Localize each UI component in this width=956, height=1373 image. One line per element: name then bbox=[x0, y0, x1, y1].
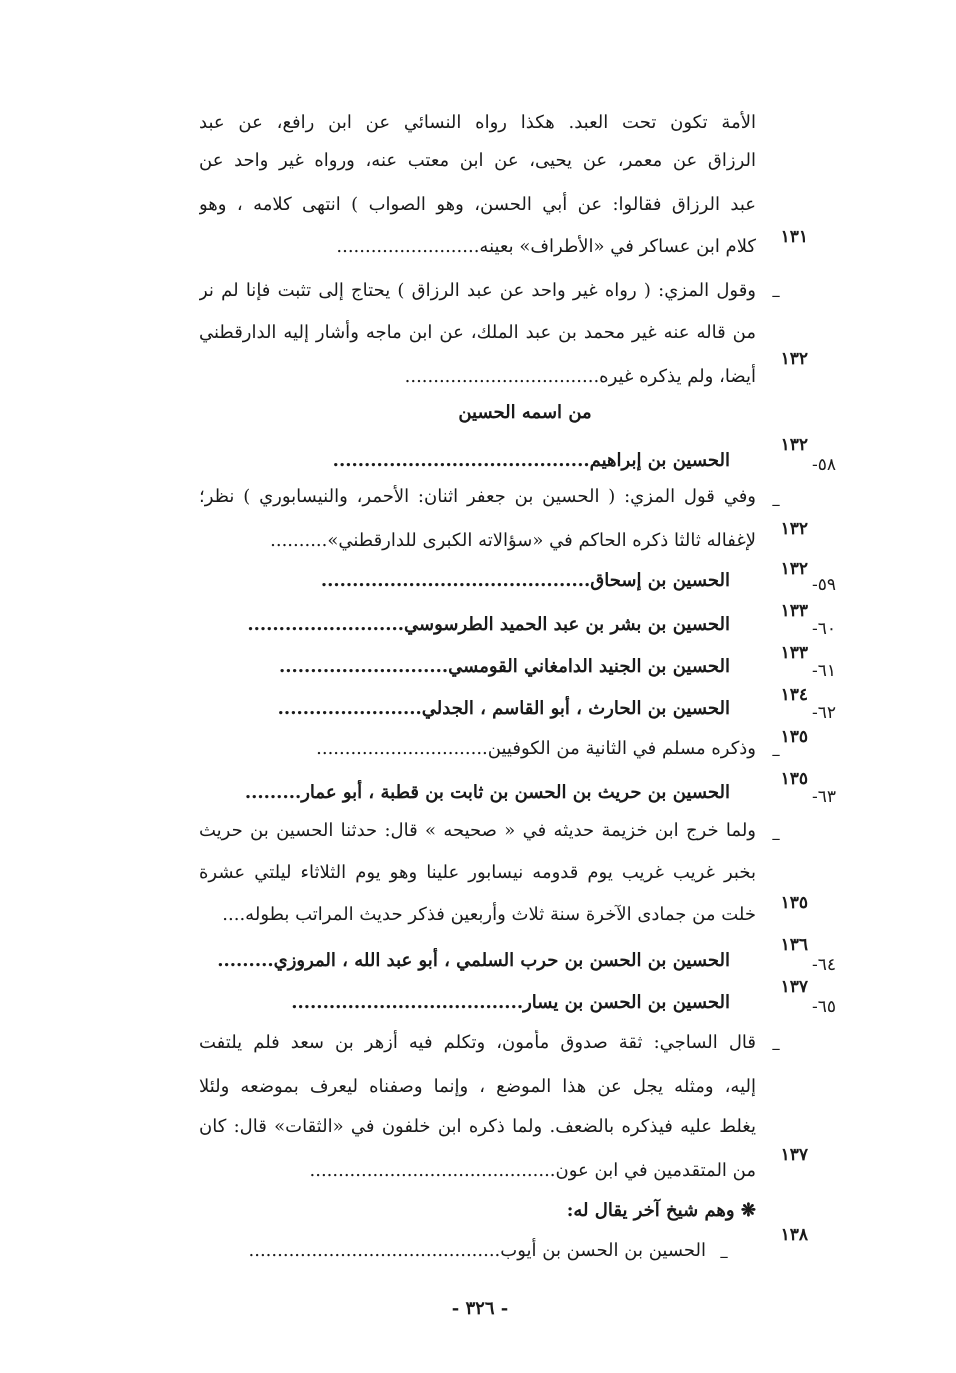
page-reference: ١٣٣ bbox=[780, 643, 808, 663]
section-heading: من اسمه الحسين bbox=[458, 402, 592, 423]
page-reference: ١٣٥ bbox=[780, 769, 808, 789]
text-line: عبد الرزاق فقالوا: عن أبي الحسن، وهو الصواب ) انتهى كلامه ، وهو bbox=[199, 194, 756, 215]
subheading-text: وهم شيخ آخر يقال له: bbox=[566, 1200, 735, 1221]
text-line: الحسين بن الحسن بن أيوب............................................ bbox=[248, 1240, 706, 1261]
text-line: بخبر غريب غريب يوم قدومه نيسابور علينا وهو يوم الثلاثاء ليلتي عشرة bbox=[199, 862, 756, 883]
text-line: الرزاق عن معمر، عن يحيى، عن ابن معتب عنه، ورواه غير واحد عن bbox=[199, 150, 756, 171]
text-line: لإغفاله ثالثا ذكره الحاكم في «سؤالاته الكبرى للدارقطني».......... bbox=[270, 530, 756, 551]
page-reference: ١٣٣ bbox=[780, 601, 808, 621]
entry-title: الحسين بن الجنيد الدامغاني القومسي........................... bbox=[278, 656, 730, 677]
page-reference: ١٣٢ bbox=[780, 349, 808, 369]
asterism-icon: ❋ bbox=[740, 1200, 756, 1221]
text-line: ولما خرج ابن خزيمة حديثه في « صحيحه » قال: حدثنا الحسين بن حريث bbox=[199, 820, 756, 841]
page-reference: ١٣١ bbox=[780, 227, 808, 247]
bullet-dash: – bbox=[771, 494, 781, 515]
bullet-dash: – bbox=[771, 285, 781, 306]
page-reference: ١٣٧ bbox=[780, 977, 808, 997]
entry-title: الحسين بن حريث بن الحسن بن ثابت بن قطبة ، أبو عمار......... bbox=[244, 782, 730, 803]
text-line: الأمة تكون تحت العبد. هكذا رواه النسائي عن ابن رافع، عن عبد bbox=[199, 112, 756, 133]
bullet-dash: – bbox=[771, 1038, 781, 1059]
page-reference: ١٣٥ bbox=[780, 727, 808, 747]
bullet-dash: – bbox=[771, 828, 781, 849]
page-reference: ١٣٨ bbox=[780, 1225, 808, 1245]
text-line: أيضا، ولم يذكره غيره.................................. bbox=[404, 366, 756, 387]
text-line: خلت من جمادى الآخرة سنة ثلاث وأربعين فذكر حديث المراتب بطوله.... bbox=[222, 904, 756, 925]
text-line: كلام ابن عساكر في «الأطراف» بعينه......................... bbox=[336, 236, 756, 257]
text-line: وقول المزي: ( رواه غير واحد عن عبد الرزاق ) يحتاج إلى تثبت فإنا لم نر bbox=[199, 280, 756, 301]
entry-number: ٦٤- bbox=[811, 955, 836, 975]
entry-title: الحسين بن الحارث ، أبو القاسم ، الجدلي....................... bbox=[277, 698, 730, 719]
entry-number: ٦٣- bbox=[811, 787, 836, 807]
page-reference: ١٣٤ bbox=[780, 685, 808, 705]
text-line: وذكره مسلم في الثانية من الكوفيين.............................. bbox=[316, 738, 756, 759]
page-reference: ١٣٢ bbox=[780, 435, 808, 455]
entry-number: ٥٩- bbox=[811, 575, 836, 595]
entry-number: ٦٠- bbox=[811, 619, 836, 639]
text-line: وفي قول المزي: ( الحسين بن جعفر اثنان: الأحمر، والنيسابوري ) نظر؛ bbox=[199, 486, 756, 507]
entry-number: ٦١- bbox=[811, 661, 836, 681]
bullet-dash: – bbox=[719, 1246, 729, 1267]
page-reference: ١٣٥ bbox=[780, 893, 808, 913]
page-reference: ١٣٢ bbox=[780, 519, 808, 539]
text-line: يغلط عليه فيذكره بالضعف. ولما ذكره ابن خلفون في «الثقات» قال: كان bbox=[199, 1116, 756, 1137]
entry-title: الحسين بن الحسن بن حرب السلمي ، أبو عبد الله ، المروزي......... bbox=[217, 950, 730, 971]
bullet-dash: – bbox=[771, 744, 781, 765]
entry-number: ٦٢- bbox=[811, 703, 836, 723]
subheading bbox=[567, 1198, 756, 1224]
text-line: من قاله عنه غير محمد بن عبد الملك، عن ابن ماجه وأشار إليه الدارقطني bbox=[199, 322, 756, 343]
text-line: من المتقدمين في ابن عون........................................... bbox=[309, 1160, 756, 1181]
entry-title: الحسين بن إسحاق........................................... bbox=[320, 570, 730, 591]
entry-title: الحسين بن الحسن بن يسار..................................... bbox=[291, 992, 730, 1013]
entry-title: الحسين بن إبراهيم......................................... bbox=[332, 450, 730, 471]
entry-number: ٥٨- bbox=[811, 455, 836, 475]
page-number: - ٣٢٦ - bbox=[451, 1298, 509, 1319]
page-reference: ١٣٢ bbox=[780, 559, 808, 579]
entry-number: ٦٥- bbox=[811, 997, 836, 1017]
page-reference: ١٣٦ bbox=[780, 935, 808, 955]
page-reference: ١٣٧ bbox=[780, 1145, 808, 1165]
entry-title: الحسين بن بشر بن عبد الحميد الطرسوسي......................... bbox=[247, 614, 730, 635]
text-line: قال الساجي: ثقة صدوق مأمون، وتكلم فيه أزهر بن سعد فلم يلتفت bbox=[199, 1032, 756, 1053]
text-line: إليه، ومثله يجل عن هذا الموضع ، وإنما وصفناه ليعرف بموضعه ولئلا bbox=[199, 1076, 756, 1097]
